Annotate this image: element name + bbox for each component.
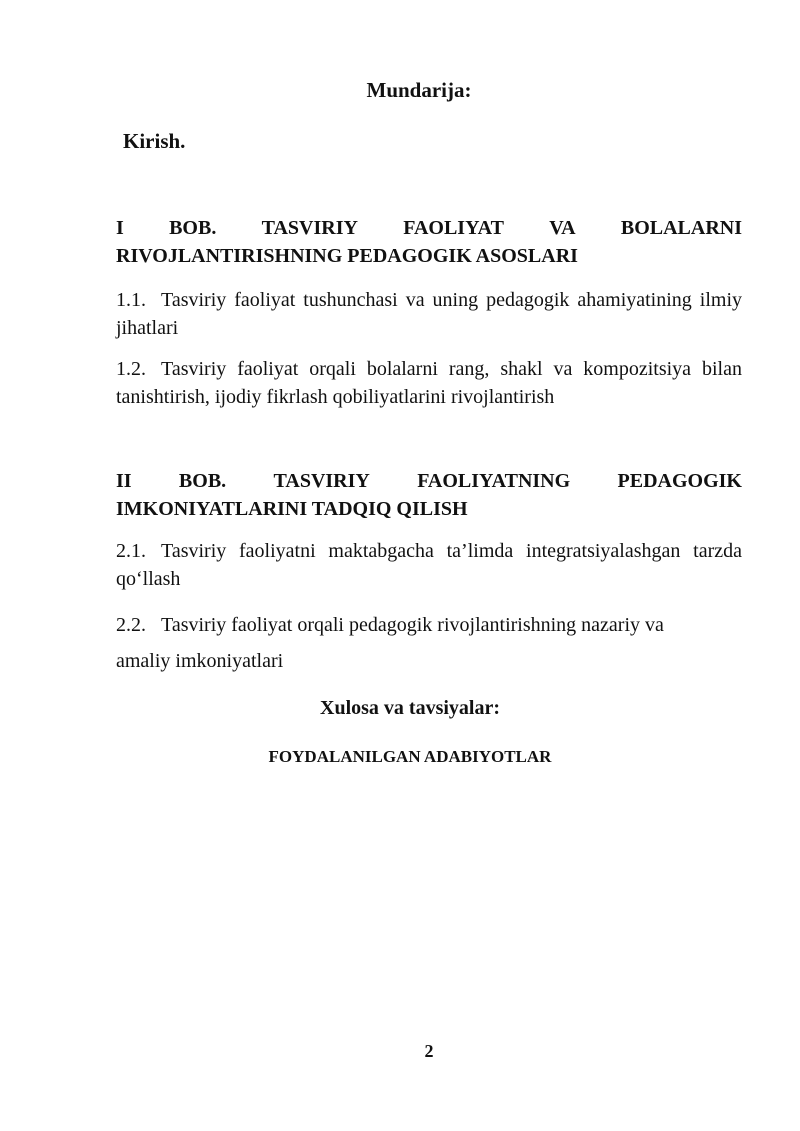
chapter-1-heading-line2: RIVOJLANTIRISHNING PEDAGOGIK ASOSLARI	[116, 245, 578, 267]
section-entry	[116, 286, 742, 342]
intro-heading: Kirish.	[123, 129, 186, 153]
chapter-word: BOLALARNI	[620, 217, 742, 239]
section-title: Tasviriy faoliyat orqali bolalarni rang, shakl va kompozitsiya bilan tanishtirish, ijodiy fikrlash qobiliyatlarini rivojlantirish	[116, 358, 742, 408]
chapter-2	[116, 467, 742, 523]
chapter-word: BOB.	[178, 470, 227, 492]
chapter-word: PEDAGOGIK	[617, 470, 742, 492]
chapter-word: BOB.	[169, 217, 217, 239]
section-title: Tasviriy faoliyat tushunchasi va uning pedagogik ahamiyatining ilmiy jihatlari	[116, 289, 742, 339]
page-number: 2	[424, 1041, 434, 1061]
chapter-word: I	[116, 217, 124, 239]
chapter-2-heading-line1	[116, 467, 742, 495]
chapter-1-heading	[116, 214, 742, 270]
conclusion-heading: Xulosa va tavsiyalar:	[320, 697, 500, 719]
section-2-1	[116, 537, 742, 593]
section-entry	[116, 355, 742, 411]
section-entry	[116, 607, 716, 679]
section-2-2	[116, 607, 716, 679]
chapter-word: VA	[549, 217, 576, 239]
chapter-word: FAOLIYAT	[403, 217, 504, 239]
section-number: 2.2.	[116, 614, 146, 636]
section-title: Tasviriy faoliyatni maktabgacha ta’limda integratsiyalashgan tarzda qo‘llash	[116, 540, 742, 590]
page-title: Mundarija:	[366, 78, 472, 102]
chapter-2-heading-line2: IMKONIYATLARINI TADQIQ QILISH	[116, 498, 468, 520]
references-heading: FOYDALANILGAN ADABIYOTLAR	[268, 747, 552, 766]
section-number: 1.2.	[116, 358, 146, 380]
section-1-2	[116, 355, 742, 411]
section-entry	[116, 537, 742, 593]
chapter-1-heading-line1	[116, 214, 742, 242]
section-number: 1.1.	[116, 289, 146, 311]
chapter-word: FAOLIYATNING	[417, 470, 571, 492]
section-title: Tasviriy faoliyat orqali pedagogik rivojlantirishning nazariy va amaliy imkoniyatlari	[116, 614, 664, 672]
chapter-word: II	[116, 470, 132, 492]
section-1-1	[116, 286, 742, 342]
chapter-2-heading	[116, 467, 742, 523]
chapter-1	[116, 214, 742, 270]
chapter-word: TASVIRIY	[273, 470, 370, 492]
section-number: 2.1.	[116, 540, 146, 562]
chapter-word: TASVIRIY	[261, 217, 358, 239]
